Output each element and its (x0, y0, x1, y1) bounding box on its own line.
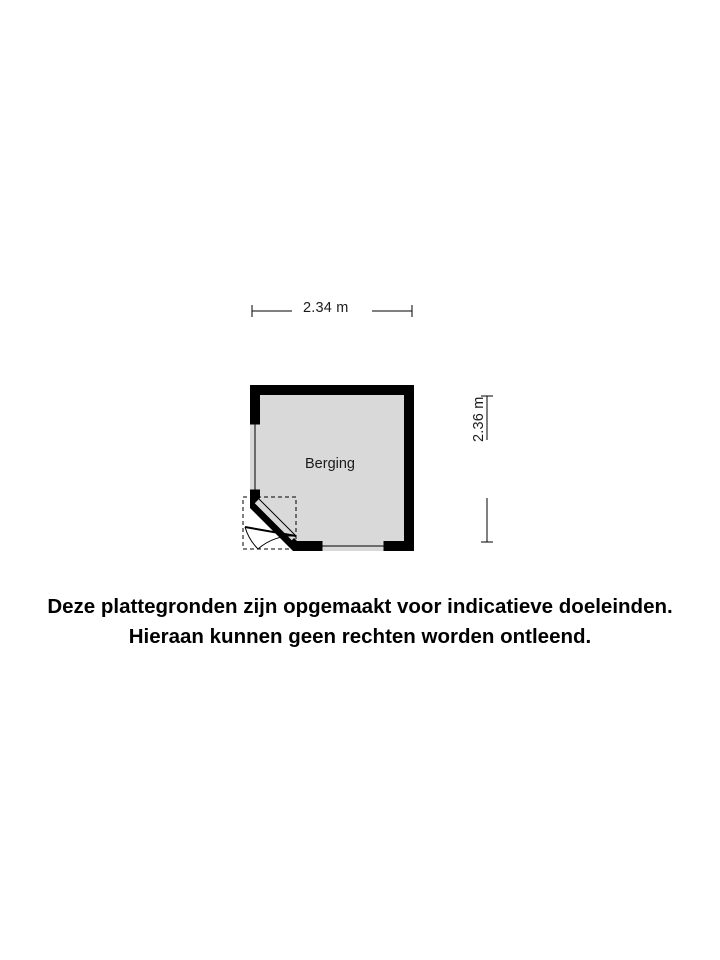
window-bottom (322, 541, 384, 551)
disclaimer-line-1: Deze plattegronden zijn opgemaakt voor indicatieve doeleinden. (47, 595, 673, 618)
door-arc-icon (245, 527, 258, 549)
window-left (250, 424, 260, 490)
dimension-label-width: 2.34 m (303, 300, 349, 316)
room-name-label: Berging (305, 456, 355, 472)
disclaimer-line-2: Hieraan kunnen geen rechten worden ontleend. (128, 625, 592, 648)
dimension-label-height: 2.36 m (471, 396, 487, 442)
disclaimer-text (0, 592, 720, 652)
